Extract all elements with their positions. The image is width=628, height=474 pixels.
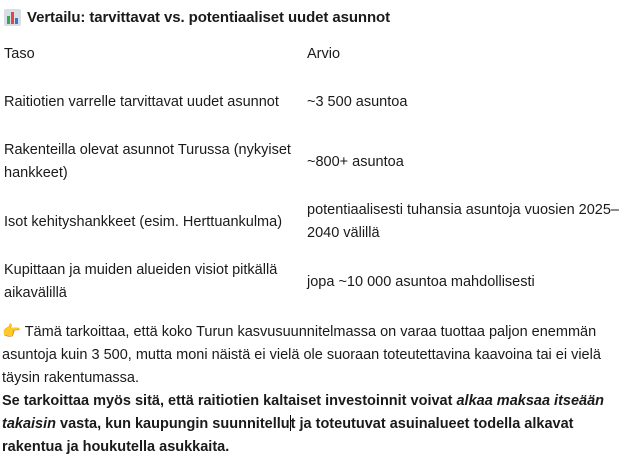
heading-text: Vertailu: tarvittavat vs. potentiaaliset uudet asunnot bbox=[27, 8, 391, 26]
table-cell-arvio: ~3 500 asuntoa bbox=[307, 93, 408, 110]
comparison-table bbox=[0, 36, 628, 312]
conclusion-paragraph bbox=[2, 390, 624, 459]
conclusion-text-middle: vasta, kun kaupungin suunnitellu bbox=[56, 416, 290, 432]
table-cell-taso: Raitiotien varrelle tarvittavat uudet asunnot bbox=[4, 93, 279, 110]
table-cell-taso: Isot kehityshankkeet (esim. Herttuankulma) bbox=[4, 213, 283, 230]
table-row bbox=[0, 132, 628, 192]
bar-chart-icon bbox=[4, 9, 21, 26]
conclusion-text-end: t ja toteutuvat asuinalueet todella alkavat rakentua ja houkutella asukkaita. bbox=[2, 416, 574, 455]
table-cell-arvio: potentiaalisesti tuhansia asuntoja vuosien 2025–2040 välillä bbox=[307, 202, 619, 241]
conclusion-emphasis: alkaa maksaa itseään takaisin bbox=[2, 393, 605, 432]
summary-text bbox=[2, 320, 624, 459]
conclusion-text-start: Se tarkoittaa myös sitä, että raitiotien kaltaiset investoinnit voivat bbox=[2, 393, 457, 409]
table-row bbox=[0, 72, 628, 132]
table-cell-taso: Kupittaan ja muiden alueiden visiot pitkällä aikavälillä bbox=[4, 262, 278, 301]
table-cell-arvio: jopa ~10 000 asuntoa mahdollisesti bbox=[307, 273, 535, 290]
pointing-hand-icon: 👉 bbox=[2, 323, 21, 340]
table-row bbox=[0, 192, 628, 252]
table-row bbox=[0, 252, 628, 312]
summary-paragraph-text: Tämä tarkoittaa, että koko Turun kasvusuunnitelmassa on varaa tuottaa paljon enemmän asuntoja kuin 3 500, mutta moni näistä ei vielä ole suoraan toteutettavina kaavoina tai ei vielä täysin rakentumassa. bbox=[2, 324, 601, 386]
table-header-row bbox=[0, 36, 628, 72]
summary-paragraph bbox=[2, 320, 624, 390]
table-cell-arvio: ~800+ asuntoa bbox=[307, 153, 404, 170]
table-cell-taso: Rakenteilla olevat asunnot Turussa (nykyiset hankkeet) bbox=[4, 142, 291, 181]
column-header-taso: Taso bbox=[4, 45, 35, 62]
column-header-arvio: Arvio bbox=[307, 45, 341, 62]
section-heading bbox=[4, 6, 390, 28]
